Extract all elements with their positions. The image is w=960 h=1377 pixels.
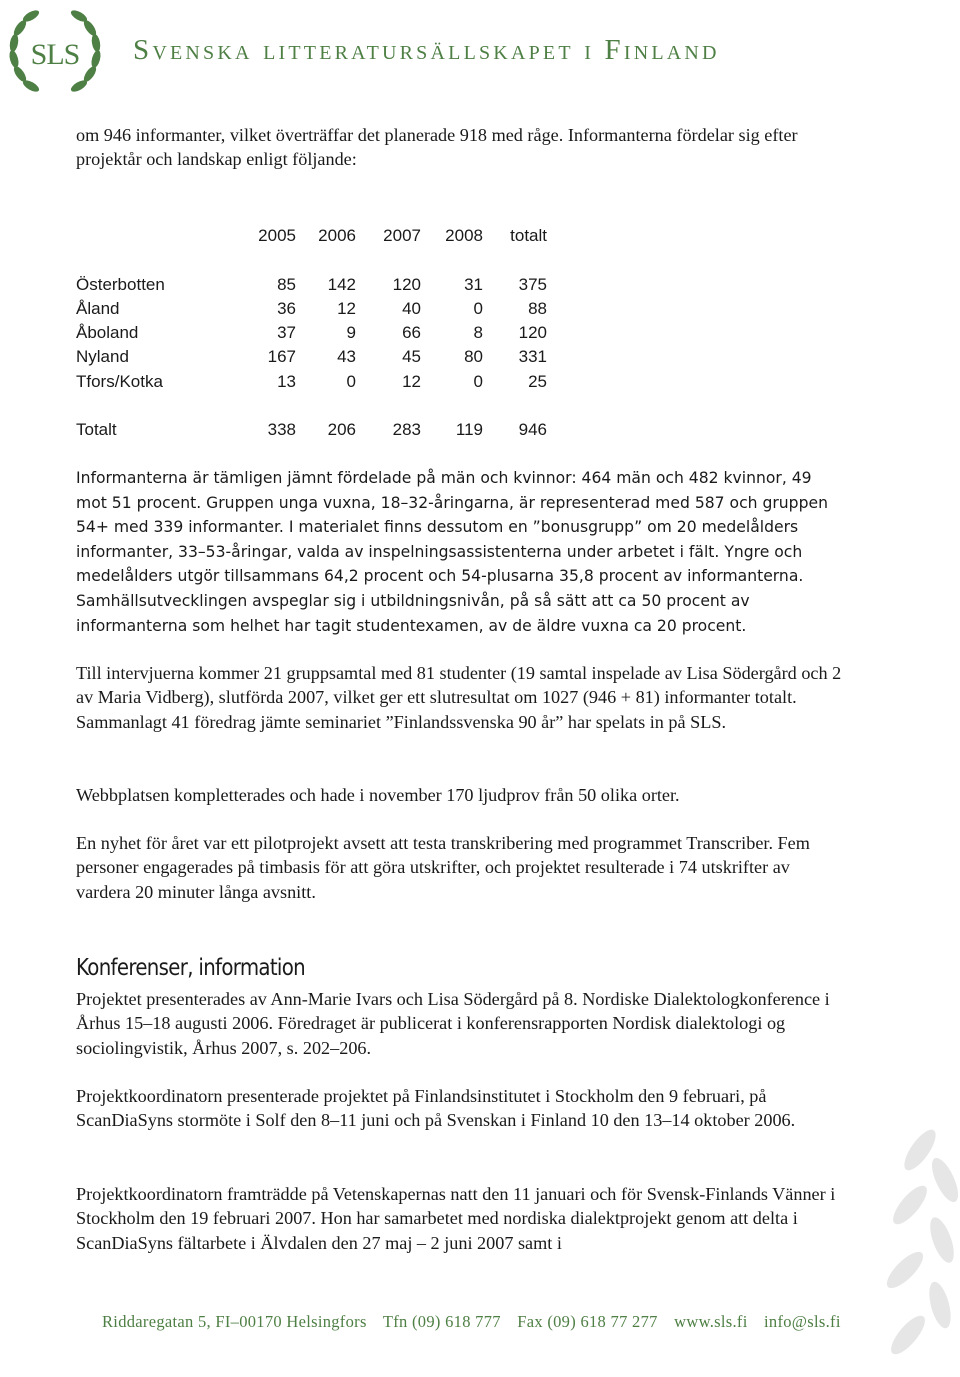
table-cell: 119 [455,420,483,440]
table-cell: 66 [402,323,421,343]
column-header: 2008 [445,226,483,245]
table-cell: 331 [518,347,547,367]
column-header: totalt [510,226,547,245]
row-label: Totalt [76,420,117,440]
body-paragraph: Webbplatsen kompletterades och hade i november 170 ljudprov från 50 olika orter. [76,785,680,805]
body-paragraph: Till intervjuerna kommer 21 gruppsamtal med 81 studenter (19 samtal inspelade av Lisa Södergård och 2 av Maria Vidberg), slutförda 2007, vilket ger ett slutresultat om 1027 (946 + 81) informanter totalt. Sammanlagt 41 föredrag jämte seminariet ”Finlandssvenska 90 år” har spelats in på SLS. [76,663,842,732]
table-row [76,321,547,345]
table-cell: 40 [402,298,421,318]
section-paragraph: Projektkoordinatorn presenterade projektet på Finlandsinstitutet i Stockholm den 9 februari, på ScanDiaSyns stormöte i Solf den 8–11 juni och på Svenskan i Finland 10 den 13–14 oktober 2006. [76,1086,796,1131]
row-label: Nyland [76,347,129,367]
row-label: Tfors/Kotka [76,371,163,391]
footer-web-link[interactable]: www.sls.fi [674,1312,748,1331]
table-cell: 0 [473,298,483,318]
table-cell: 31 [464,274,483,294]
body-paragraph: En nyhet för året var ett pilotprojekt avsett att testa transkribering med programmet Transcriber. Fem personer engagerades på timbasis för att göra utskrifter, och projektet resulterade i 74 utskrifter av vardera 20 minuter långa avsnitt. [76,833,810,902]
table-cell: 0 [473,371,483,391]
table-cell: 25 [528,371,547,391]
column-header: 2007 [383,226,421,245]
table-row [76,273,547,297]
table-cell: 167 [267,347,296,367]
footer-contact [102,1312,853,1332]
section-heading: Konferenser, information [76,955,306,981]
table-cell: 9 [346,323,356,343]
table-header-row [76,224,547,248]
table-total-row [76,418,547,442]
table-cell: 13 [277,371,296,391]
table-cell: 206 [327,420,356,440]
table-cell: 120 [518,323,547,343]
table-cell: 946 [518,420,547,440]
table-cell: 8 [473,323,483,343]
table-cell: 88 [528,298,547,318]
table-cell: 45 [402,347,421,367]
table-cell: 43 [337,347,356,367]
table-cell: 37 [277,323,296,343]
footer-phone: Tfn (09) 618 777 [382,1312,501,1331]
column-header: 2005 [258,226,296,245]
row-label: Åboland [76,323,139,343]
table-cell: 12 [402,371,421,391]
footer-email-link[interactable]: info@sls.fi [764,1312,841,1331]
section-paragraph: Projektkoordinatorn framträdde på Vetenskapernas natt den 11 januari och för Svensk-Finlands Vänner i Stockholm den 19 februari 2007. Hon har samarbetet med nordiska dialektprojekt genom att delta i ScanDiaSyns fältarbete i Älvdalen den 27 maj – 2 juni 2007 samt i [76,1184,836,1253]
table-cell: 12 [337,298,356,318]
table-cell: 85 [277,274,296,294]
sls-logo [6,4,104,102]
table-row [76,345,547,369]
table-cell: 283 [392,420,421,440]
footer-fax: Fax (09) 618 77 277 [517,1312,658,1331]
row-label: Österbotten [76,274,165,294]
table-row [76,370,547,394]
table-row [76,297,547,321]
leaf-decoration-icon [850,1120,960,1370]
table-cell: 375 [518,274,547,294]
table-cell: 0 [346,371,356,391]
footer-address: Riddaregatan 5, FI–00170 Helsingfors [102,1312,367,1331]
table-cell: 338 [267,420,296,440]
body-paragraph: Informanterna är tämligen jämnt fördelade på män och kvinnor: 464 män och 482 kvinnor, 49 mot 51 procent. Gruppen unga vuxna, 18–32-åringarna, är representerad med 587 och gruppen 54+ med 339 informanter. I materialet finns dessutom en ”bonusgrupp” om 20 medelålders informanter, 33–53-åringar, valda av inspelningsassistenterna under arbetet i fält. Yngre och medelålders utgör tillsammans 64,2 procent och 54-plusarna 35,8 procent av informanterna. Samhällsutvecklingen avspeglar sig i utbildningsnivån, på så sätt att ca 50 procent av informanterna som helhet har tagit studentexamen, av de äldre vuxna ca 20 procent. [76,469,828,635]
logo-text: SLS [30,38,80,71]
table-cell: 142 [327,274,356,294]
table-corner [76,224,246,248]
section-paragraph: Projektet presenterades av Ann-Marie Ivars och Lisa Södergård på 8. Nordiske Dialektologkonference i Århus 15–18 augusti 2006. Föredraget är publicerat i konferensrapporten Nordisk dialektologi og sociolingvistik, Århus 2007, s. 202–206. [76,989,830,1058]
table-cell: 80 [464,347,483,367]
organization-name: Svenska litteratursällskapet i Finland [133,34,720,66]
intro-paragraph: om 946 informanter, vilket överträffar det planerade 918 med råge. Informanterna fördelar sig efter projektår och landskap enligt följande: [76,125,798,170]
column-header: 2006 [318,226,356,245]
row-label: Åland [76,298,120,318]
table-cell: 36 [277,298,296,318]
informant-table [76,224,547,443]
table-cell: 120 [392,274,421,294]
